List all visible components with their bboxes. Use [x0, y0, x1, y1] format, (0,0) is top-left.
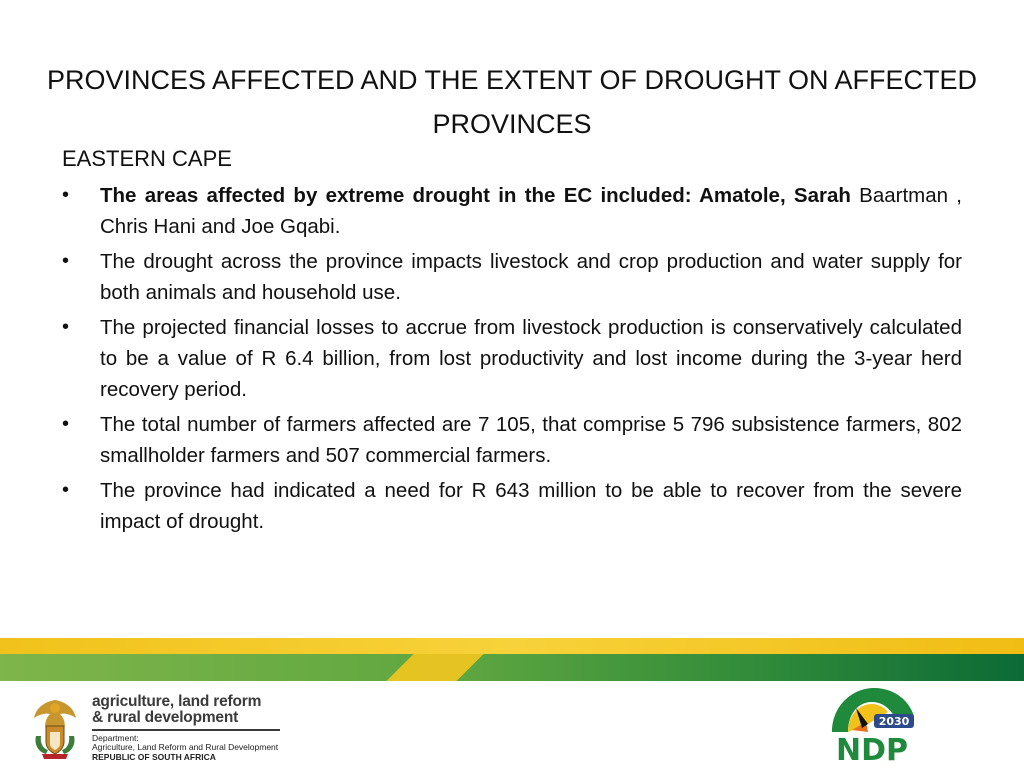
dept-name: Agriculture, Land Reform and Rural Development: [92, 742, 279, 752]
bullet-list: [62, 180, 962, 541]
bullet-marker: •: [62, 413, 70, 435]
slide-title: PROVINCES AFFECTED AND THE EXTENT OF DROUGHT ON AFFECTED PROVINCES: [46, 65, 978, 139]
bullet-item: [62, 180, 962, 242]
bullet-item: [62, 475, 962, 537]
brand-divider: [92, 729, 280, 731]
ndp-label: NDP: [836, 733, 908, 764]
bullet-item: [62, 246, 962, 308]
ndp-2030-logo-icon: [822, 684, 922, 764]
bullet-marker: •: [62, 479, 70, 501]
bullet-text: The drought across the province impacts livestock and crop production and water supply for both animals and household use.: [100, 250, 962, 304]
brand-line-1: agriculture, land reform: [92, 693, 262, 710]
bullet-text: Baartman , Chris Hani and Joe Gqabi.: [100, 184, 962, 238]
bullet-text: The projected financial losses to accrue from livestock production is conservatively calculated to be a value of R 6.4 billion, from lost productivity and lost income during the 3-year herd recovery period.: [100, 316, 962, 401]
ndp-year: 2030: [878, 715, 910, 728]
bullet-item: [62, 409, 962, 471]
bullet-marker: •: [62, 316, 70, 338]
bullet-bold-text: The areas affected by extreme drought in the EC included: Amatole, Sarah: [100, 184, 851, 207]
bullet-text: The province had indicated a need for R 643 million to be able to recover from the severe impact of drought.: [100, 479, 962, 533]
bullet-marker: •: [62, 250, 70, 272]
section-heading: EASTERN CAPE: [62, 146, 232, 171]
dept-label: Department:: [92, 732, 139, 743]
bullet-item: [62, 312, 962, 405]
brand-line-2: & rural development: [92, 709, 239, 726]
bullet-text: The total number of farmers affected are 7 105, that comprise 5 796 subsistence farmers, 802 smallholder farmers and 507 commercial farmers.: [100, 413, 962, 467]
footer-stripe-green: [0, 654, 1024, 681]
dept-country: REPUBLIC OF SOUTH AFRICA: [92, 751, 216, 762]
coat-of-arms-icon: [26, 696, 84, 760]
department-logo: [92, 694, 292, 762]
bullet-marker: •: [62, 184, 70, 206]
